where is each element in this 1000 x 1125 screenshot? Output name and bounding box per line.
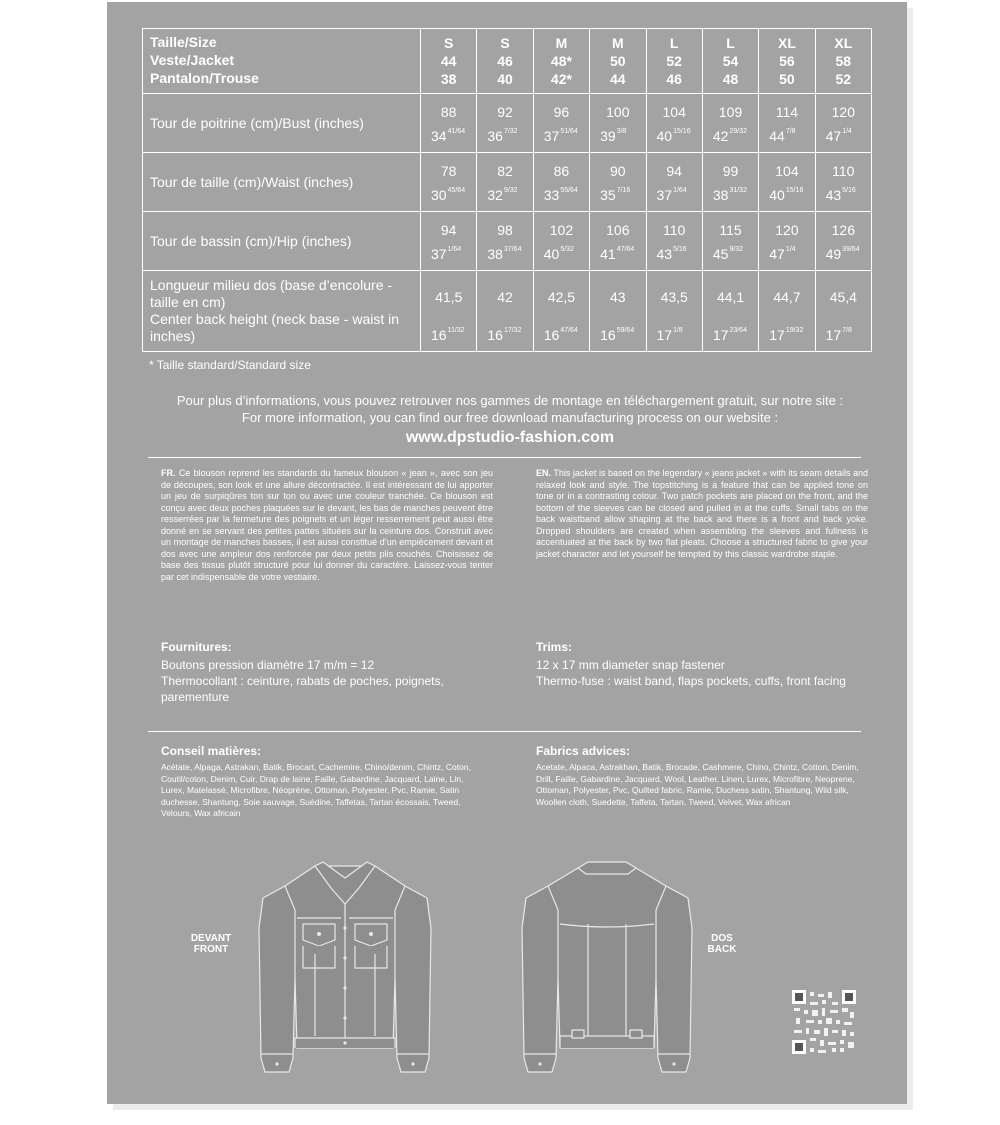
inch-fraction: 23/64 (729, 327, 747, 334)
measurement-label: Tour de bassin (cm)/Hip (inches) (143, 212, 421, 271)
measurement-value (703, 212, 758, 270)
measurement-cell (421, 212, 477, 271)
inch-fraction: 5/32 (560, 246, 574, 253)
inch-whole: 32 (487, 187, 503, 203)
inch-value (657, 246, 687, 262)
measurement-value (759, 212, 814, 270)
measurement-label (143, 271, 421, 352)
measurement-cell (533, 271, 589, 352)
inch-value (713, 187, 747, 203)
inch-value (826, 128, 852, 144)
measurement-cell (759, 271, 815, 352)
measurement-value (590, 153, 645, 211)
size-letter: S (500, 35, 510, 51)
inch-value (431, 246, 461, 262)
cm-value: 44,1 (716, 289, 745, 305)
measurement-cell (646, 271, 702, 352)
inch-whole: 40 (769, 187, 785, 203)
cm-value: 110 (663, 222, 686, 238)
inch-value (769, 128, 795, 144)
divider-line (148, 457, 861, 458)
header-labels (143, 29, 421, 94)
inch-fraction: 59/64 (616, 327, 635, 334)
measurement-value (647, 153, 702, 211)
measurement-cell (646, 212, 702, 271)
inch-whole: 45 (712, 246, 729, 262)
jacket-size: 56 (779, 53, 795, 69)
inch-fraction: 1/8 (673, 327, 683, 334)
inch-fraction: 1/64 (447, 246, 462, 253)
trouser-size: 52 (835, 71, 852, 87)
inch-value (431, 128, 465, 144)
measurement-row (143, 271, 872, 352)
jacket-size: 52 (666, 53, 682, 69)
measurement-cell (646, 94, 702, 153)
measurement-value (477, 212, 532, 270)
size-letter: XL (777, 35, 796, 51)
inch-whole: 16 (431, 327, 447, 343)
measurement-cell (815, 153, 871, 212)
inch-value (713, 128, 747, 144)
inch-fraction: 1/4 (842, 128, 852, 135)
size-letter: S (444, 35, 454, 51)
inch-whole: 16 (487, 327, 503, 343)
inch-fraction: 3/8 (616, 128, 627, 135)
measurement-cell (421, 153, 477, 212)
trouser-size: 46 (666, 71, 682, 87)
trouser-size: 38 (440, 71, 457, 87)
measurement-value (477, 271, 532, 351)
inch-fraction: 5/16 (673, 246, 687, 253)
inch-fraction: 11/32 (447, 327, 465, 334)
inch-value (713, 246, 743, 262)
size-letter: XL (834, 35, 853, 51)
measurement-cell (533, 94, 589, 153)
inch-whole: 16 (543, 327, 560, 343)
description-fr (161, 468, 493, 583)
inch-fraction: 19/32 (785, 327, 804, 334)
measurement-value (421, 271, 476, 351)
measurement-cell (702, 271, 758, 352)
size-column-5 (702, 29, 758, 94)
inch-fraction: 7/8 (842, 327, 852, 334)
inch-whole: 34 (431, 128, 447, 144)
size-letter: M (555, 35, 568, 51)
measurement-value (703, 271, 758, 351)
jacket-size: 50 (610, 53, 626, 69)
measurement-value (759, 94, 814, 152)
inch-fraction: 7/16 (616, 187, 631, 194)
inch-whole: 37 (543, 128, 560, 144)
cm-value: 126 (831, 222, 855, 238)
divider-line (148, 731, 861, 732)
cm-value: 109 (718, 104, 743, 120)
inch-fraction: 47/64 (560, 327, 578, 334)
inch-value (544, 128, 578, 144)
jacket-size: 48* (550, 53, 572, 69)
inch-value (544, 246, 574, 262)
inch-value (826, 327, 852, 343)
inch-whole: 17 (712, 327, 729, 343)
inch-whole: 38 (487, 246, 503, 262)
back-view-label (692, 933, 752, 955)
inch-whole: 47 (769, 246, 785, 262)
measurement-rows (143, 94, 872, 352)
size-column-1 (477, 29, 533, 94)
inch-value (487, 327, 521, 343)
measurement-cell (421, 271, 477, 352)
inch-fraction: 17/32 (503, 327, 522, 334)
inch-whole: 44 (769, 128, 785, 144)
cm-value: 110 (832, 163, 855, 179)
inch-value (600, 246, 634, 262)
measurement-value (590, 212, 645, 270)
measurement-cell (815, 271, 871, 352)
inch-fraction: 31/32 (729, 187, 747, 194)
inch-whole: 17 (769, 327, 785, 343)
front-label-en: FRONT (193, 944, 229, 955)
cm-value: 41,5 (435, 289, 463, 305)
cm-value: 78 (440, 163, 457, 179)
cm-value: 42,5 (547, 289, 576, 305)
size-table (142, 28, 872, 352)
description-fr-tag: FR. (161, 468, 176, 478)
measurement-cell (759, 94, 815, 153)
inch-whole: 30 (431, 187, 447, 203)
measurement-value (421, 94, 476, 152)
fabrics-title-en: Fabrics advices: (536, 744, 631, 758)
measurement-cell (590, 94, 646, 153)
inch-value (600, 128, 626, 144)
measurement-value (816, 212, 871, 270)
website-url: www.dpstudio-fashion.com (405, 429, 615, 446)
measurement-value (647, 271, 702, 351)
cm-value: 94 (440, 222, 457, 238)
cm-value: 96 (553, 104, 570, 120)
inch-value (431, 327, 465, 343)
measurement-value (703, 153, 758, 211)
inch-value (487, 187, 517, 203)
measurement-row (143, 153, 872, 212)
measurement-row (143, 94, 872, 153)
trims-title-fr: Fournitures: (161, 640, 232, 654)
back-label-fr: DOS (711, 933, 733, 944)
cm-value: 44,7 (773, 289, 801, 305)
inch-whole: 37 (656, 187, 673, 203)
description-en-text: This jacket is based on the legendary « jeans jacket » with its seam details and relaxed look and style. The topstitching is a feature that can be applied tone on tone or in a contrasting colour. Two patch pockets are placed on the front, and the bottom of the sleeves can be closed and pulled in at the cuffs. Small tabs on the back waistband allow shaping at the back and there is a front and back yoke. Dropped shoulders are created when assembling the sleeves and fullness is accentuated at the back by two flat pleats. Choose a structured fabric to give your jacket character and let yourself be tempted by this classic wardrobe staple. (536, 468, 868, 559)
cm-value: 100 (606, 104, 630, 120)
cm-value: 45,4 (829, 289, 857, 305)
inch-whole: 40 (656, 128, 673, 144)
measurement-value (816, 271, 871, 351)
measurement-value (590, 94, 645, 152)
jacket-size: 46 (497, 53, 513, 69)
inch-whole: 42 (712, 128, 729, 144)
description-en-tag: EN. (536, 468, 552, 478)
cm-value: 86 (553, 163, 570, 179)
inch-value (769, 246, 795, 262)
measurement-cell (533, 153, 589, 212)
measurement-cell (533, 212, 589, 271)
inch-value (657, 327, 683, 343)
inch-value (657, 187, 687, 203)
size-column-2 (533, 29, 589, 94)
size-column-6 (759, 29, 815, 94)
cm-value: 104 (662, 104, 686, 120)
trouser-size: 42* (550, 71, 572, 87)
inch-whole: 17 (656, 327, 673, 343)
measurement-cell (477, 94, 533, 153)
inch-fraction: 41/64 (447, 128, 466, 135)
inch-whole: 49 (825, 246, 842, 262)
cm-value: 94 (666, 163, 682, 179)
size-table-header (143, 29, 872, 94)
measurement-value (534, 94, 589, 152)
cm-value: 102 (549, 222, 574, 238)
trims-line: Thermocollant : ceinture, rabats de poches, poignets, parementure (161, 674, 444, 704)
front-label-fr: DEVANT (190, 933, 232, 944)
measurement-value (647, 212, 702, 270)
fabrics-list-fr: Acétate, Alpaga, Astrakan, Batik, Brocart, Cachemire, Chino/denim, Chintz, Coton, Coutil/coton, Denim, Cuir, Drap de laine, Faille, Gabardine, Jacquard, Laine, Lin, Lurex, Matelassé, Microfibre, Néoprène, Ottoman, Polyester, Pvc, Ramie, Satin duchesse, Shantung, Soie sauvage, Suédine, Taffetas, Tartan écossais, Tweed, Velours, Wax africain (161, 762, 471, 818)
trouser-size: 48 (722, 71, 739, 87)
inch-fraction: 7/32 (503, 128, 518, 135)
cm-value: 120 (831, 104, 855, 120)
size-column-3 (590, 29, 646, 94)
inch-fraction: 15/16 (785, 187, 804, 194)
description-en (536, 468, 868, 560)
size-column-7 (815, 29, 871, 94)
inch-whole: 37 (431, 246, 447, 262)
measurement-label: Tour de taille (cm)/Waist (inches) (143, 153, 421, 212)
inch-value (487, 246, 521, 262)
jacket-back-sketch (518, 858, 696, 1084)
inch-fraction: 55/64 (560, 187, 578, 194)
cm-value: 42 (497, 289, 513, 305)
inch-value (826, 187, 856, 203)
info-text-fr: Pour plus d’informations, vous pouvez retrouver nos gammes de montage en téléchargement gratuit, sur notre site : (176, 393, 844, 408)
measurement-cell (815, 212, 871, 271)
inch-fraction: 37/64 (503, 246, 522, 253)
inch-whole: 40 (543, 246, 560, 262)
measurement-cell (815, 94, 871, 153)
inch-fraction: 47/64 (616, 246, 635, 253)
measurement-value (647, 94, 702, 152)
size-letter: M (611, 35, 624, 51)
inch-whole: 41 (600, 246, 616, 262)
inch-value (544, 187, 578, 203)
measurement-cell (590, 271, 646, 352)
cm-value: 43 (610, 289, 626, 305)
measurement-value (534, 212, 589, 270)
fabrics-title-fr: Conseil matières: (161, 744, 262, 758)
cm-value: 92 (497, 104, 513, 120)
cm-value: 88 (440, 104, 457, 120)
measurement-cell (759, 153, 815, 212)
cm-value: 99 (722, 163, 739, 179)
measurement-value (421, 153, 476, 211)
cm-value: 106 (606, 222, 630, 238)
measurement-value (421, 212, 476, 270)
inch-fraction: 51/64 (560, 128, 578, 135)
measurement-value (759, 271, 814, 351)
inch-whole: 33 (543, 187, 560, 203)
inch-value (769, 327, 803, 343)
qr-code (792, 990, 856, 1054)
trims-title-en: Trims: (536, 640, 573, 654)
cm-value: 98 (497, 222, 513, 238)
inch-value (600, 327, 634, 343)
trims-line: 12 x 17 mm diameter snap fastener (536, 658, 725, 672)
measurement-cell (759, 212, 815, 271)
inch-fraction: 15/16 (673, 128, 691, 135)
inch-whole: 39 (600, 128, 616, 144)
size-letter: L (726, 35, 735, 51)
inch-whole: 43 (656, 246, 673, 262)
inch-whole: 43 (825, 187, 842, 203)
cm-value: 114 (775, 104, 799, 120)
measurement-cell (477, 271, 533, 352)
header-label-trouser: Pantalon/Trouse (150, 70, 259, 86)
measurement-value (534, 271, 589, 351)
inch-whole: 38 (712, 187, 729, 203)
size-column-4 (646, 29, 702, 94)
measurement-cell (702, 94, 758, 153)
inch-value (487, 128, 517, 144)
cm-value: 120 (775, 222, 799, 238)
inch-value (769, 187, 803, 203)
cm-value: 43,5 (660, 289, 688, 305)
inch-fraction: 7/8 (785, 128, 796, 135)
measurement-value (477, 94, 532, 152)
trims-line: Boutons pression diamètre 17 m/m = 12 (161, 658, 375, 672)
inch-fraction: 9/32 (729, 246, 744, 253)
trouser-size: 50 (779, 71, 795, 87)
measurement-cell (590, 212, 646, 271)
jacket-size: 44 (440, 53, 457, 69)
trims-line: Thermo-fuse : waist band, flaps pockets, cuffs, front facing (536, 674, 846, 688)
fabrics-list-en: Acetate, Alpaca, Astrakhan, Batik, Brocade, Cashmere, Chino, Chintz, Cotton, Denim, Drill, Faille, Gabardine, Jacquard, Wool, Leather, Linen, Lurex, Microfibre, Neoprene, Ottoman, Polyester, Pvc, Quilted fabric, Ramie, Duchess satin, Shantung, Wild silk, Woollen cloth, Suedette, Taffeta, Tartan, Tweed, Velvet, Wax african (536, 762, 859, 807)
measurement-value (703, 94, 758, 152)
jacket-size: 54 (722, 53, 739, 69)
back-label-en: BACK (707, 944, 737, 955)
inch-value (431, 187, 465, 203)
inch-whole: 47 (825, 128, 842, 144)
inch-fraction: 5/16 (842, 187, 856, 194)
measurement-cell (477, 212, 533, 271)
inch-fraction: 9/32 (503, 187, 518, 194)
trims-list-fr (161, 657, 501, 705)
inch-whole: 16 (600, 327, 616, 343)
inch-fraction: 1/4 (785, 246, 796, 253)
cm-value: 104 (775, 163, 799, 179)
standard-size-footnote: * Taille standard/Standard size (149, 358, 311, 372)
inch-value (600, 187, 630, 203)
info-text-en: For more information, you can find our free download manufacturing process on our website : (241, 410, 779, 425)
measurement-cell (702, 212, 758, 271)
trouser-size: 40 (497, 71, 513, 87)
measurement-label: Tour de poitrine (cm)/Bust (inches) (143, 94, 421, 153)
size-column-0 (421, 29, 477, 94)
measurement-value (590, 271, 645, 351)
trims-list-en (536, 657, 876, 689)
measurement-value (816, 153, 871, 211)
measurement-label-en: Center back height (neck base - waist in inches) (150, 311, 400, 344)
measurement-cell (702, 153, 758, 212)
measurement-cell (590, 153, 646, 212)
description-fr-text: Ce blouson reprend les standards du fameux blouson « jean », avec son jeu de découpes, son look et une allure décontractée. Il est intéressant de lui apporter un jeu de surpiqûres ton sur ton ou avec une couleur tranchée. Ce blouson est conçu avec deux poches plaquées sur le devant, les bas de manches peuvent être resserrées par la fermeture des poignets et un léger resserrement peut aussi être donné en se servant des petites pattes situées sur la ceinture dos. Construit avec un montage de manches basses, il est aussi constitué d’un empiècement devant et dos avec une ampleur dos renforcée par deux petits plis couchés. Choisissez de base des tissus plutôt structuré pour lui donner du caractère. Laissez-vous tenter par cet indispensable de votre vestiaire. (161, 468, 493, 582)
jacket-front-sketch (255, 858, 435, 1084)
cm-value: 82 (497, 163, 513, 179)
inch-value (657, 128, 691, 144)
inch-value (544, 327, 578, 343)
header-label-jacket: Veste/Jacket (150, 52, 235, 68)
inch-fraction: 45/64 (447, 187, 466, 194)
measurement-value (816, 94, 871, 152)
inch-fraction: 39/64 (842, 246, 860, 253)
inch-fraction: 1/64 (673, 187, 687, 194)
jacket-size: 58 (835, 53, 852, 69)
front-view-label (181, 933, 241, 955)
measurement-cell (646, 153, 702, 212)
inch-fraction: 29/32 (729, 128, 747, 135)
inch-whole: 17 (825, 327, 842, 343)
measurement-row (143, 212, 872, 271)
inch-value (826, 246, 860, 262)
header-label-size: Taille/Size (150, 34, 217, 50)
measurement-cell (477, 153, 533, 212)
measurement-label-fr: Longueur milieu dos (base d’encolure - taille en cm) (150, 277, 393, 310)
cm-value: 115 (719, 222, 742, 238)
measurement-value (759, 153, 814, 211)
measurement-value (477, 153, 532, 211)
measurement-value (534, 153, 589, 211)
size-letter: L (669, 35, 679, 51)
measurement-cell (421, 94, 477, 153)
trouser-size: 44 (610, 71, 626, 87)
inch-value (713, 327, 747, 343)
cm-value: 90 (610, 163, 626, 179)
inch-whole: 36 (487, 128, 503, 144)
inch-whole: 35 (600, 187, 616, 203)
